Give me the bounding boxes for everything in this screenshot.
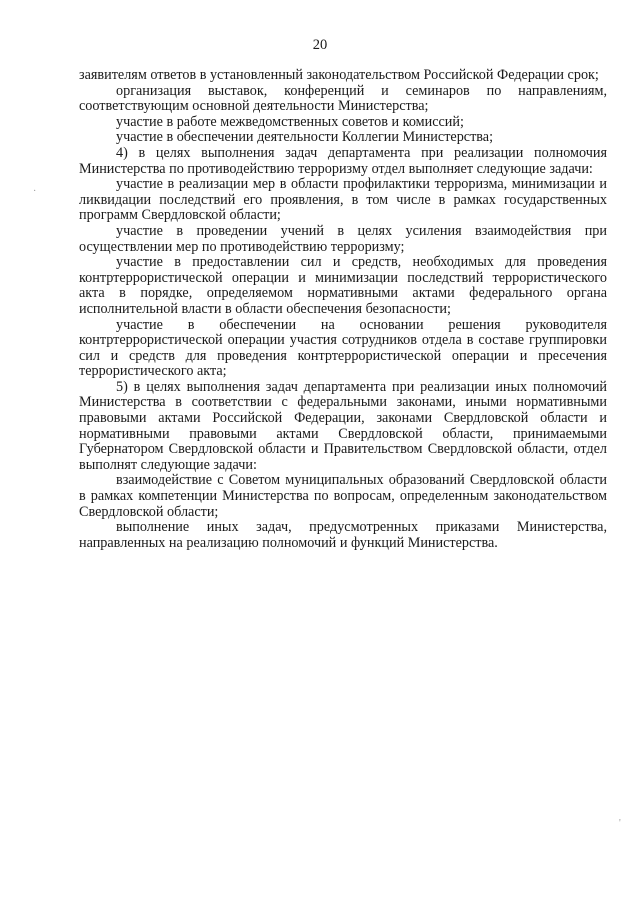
paragraph: участие в обеспечении деятельности Коллегии Министерства; [116, 129, 494, 146]
paragraph: участие в реализации мер в области профилактики терроризма, минимизации и ликвидации последствий его проявления, в том числе в рамках государственных программ Свердловской области; [79, 176, 607, 224]
scan-speck: · [33, 186, 37, 197]
document-body [79, 68, 607, 551]
paragraph: взаимодействие с Советом муниципальных образований Свердловской области в рамках компетенции Министерства по вопросам, определенным законодательством Свердловской области; [79, 472, 607, 520]
paragraph-continuation: заявителям ответов в установленный законодательством Российской Федерации срок; [79, 67, 599, 83]
paragraph: участие в работе межведомственных советов и комиссий; [116, 113, 464, 130]
paragraph: участие в проведении учений в целях усиления взаимодействия при осуществлении мер по противодействию терроризму; [79, 222, 607, 255]
paragraph-item-4: 4) в целях выполнения задач департамента при реализации полномочия Министерства по противодействию терроризму отдел выполняет следующие задачи: [79, 144, 607, 177]
paragraph: выполнение иных задач, предусмотренных приказами Министерства, направленных на реализацию полномочий и функций Министерства. [79, 519, 607, 551]
paragraph-item-5: 5) в целях выполнения задач департамента при реализации иных полномочий Министерства в соответствии с федеральными законами, иными нормативными правовыми актами Российской Федерации, законами Свердловской области и нормативными правовыми актами Свердловской области, принимаемыми Губернатором Свердловской области и Правительством Свердловской области, отдел выполнят следующие задачи: [79, 378, 607, 473]
paragraph: участие в обеспечении на основании решения руководителя контртеррористической операции участия сотрудников отдела в составе группировки сил и средств для проведения контртеррористической операции и пресечения террористического акта; [79, 316, 607, 380]
scan-speck: ' [619, 818, 621, 829]
paragraph: участие в предоставлении сил и средств, необходимых для проведения контртеррористической операции и минимизации последствий террористического акта в порядке, определяемом нормативными актами федерального органа исполнительной власти в области обеспечения безопасности; [79, 254, 607, 317]
paragraph: организация выставок, конференций и семинаров по направлениям, соответствующим основной деятельности Министерства; [79, 82, 607, 115]
page-number: 20 [312, 37, 328, 53]
